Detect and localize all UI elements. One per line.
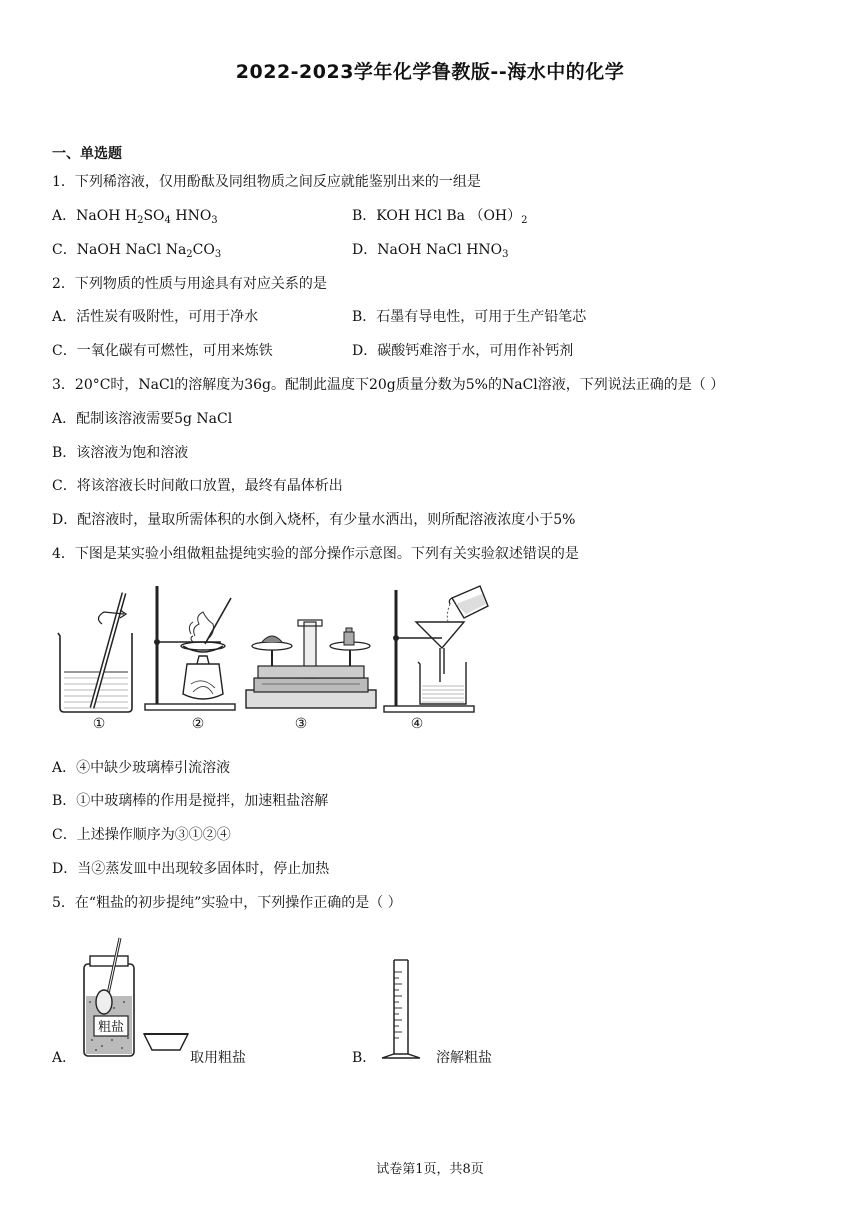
figure-dissolve-cylinder: [378, 958, 428, 1064]
question-4-option-a[interactable]: A．④中缺少玻璃棒引流溶液: [52, 760, 231, 776]
question-5-option-a-text: 取用粗盐: [190, 1050, 246, 1066]
question-3-option-b[interactable]: B．该溶液为饱和溶液: [52, 445, 189, 461]
question-2-option-a[interactable]: A．活性炭有吸附性，可用于净水: [52, 309, 259, 325]
question-4-option-d[interactable]: D．当②蒸发皿中出现较多固体时，停止加热: [52, 861, 330, 877]
question-4-stem: 4．下图是某实验小组做粗盐提纯实验的部分操作示意图。下列有关实验叙述错误的是: [52, 546, 579, 562]
question-4-option-b[interactable]: B．①中玻璃棒的作用是搅拌，加速粗盐溶解: [52, 793, 329, 809]
section-heading: 一、单选题: [52, 146, 122, 162]
figure-caption-4: ④: [410, 716, 424, 732]
jar-label: 粗盐: [97, 1020, 125, 1035]
question-3-option-a[interactable]: A．配制该溶液需要5g NaCl: [52, 411, 233, 427]
figure-balance: [244, 620, 379, 712]
figure-caption-1: ①: [92, 716, 106, 732]
question-5-option-a-label[interactable]: A．: [52, 1050, 77, 1066]
question-1-option-a[interactable]: A．NaOH $H_2SO_4$ $HNO_3$: [52, 208, 218, 226]
figure-dissolve-beaker: [52, 588, 142, 713]
question-5-option-b-text: 溶解粗盐: [436, 1050, 492, 1066]
question-3-option-d[interactable]: D．配溶液时，量取所需体积的水倒入烧杯，有少量水洒出，则所配溶液浓度小于5%: [52, 512, 576, 528]
question-3-stem: 3．20°C时，NaCl的溶解度为36g。配制此温度下20g质量分数为5%的NaCl溶液，下列说法正确的是（ ）: [52, 377, 725, 393]
question-1-stem: 1．下列稀溶液，仅用酚酞及同组物质之间反应就能鉴别出来的一组是: [52, 174, 481, 190]
question-2-option-b[interactable]: B．石墨有导电性，可用于生产铅笔芯: [352, 309, 587, 325]
figure-filtration: [382, 582, 492, 714]
page-title: 2022-2023学年化学鲁教版--海水中的化学: [235, 61, 625, 83]
question-2-stem: 2．下列物质的性质与用途具有对应关系的是: [52, 276, 327, 292]
question-4-option-c[interactable]: C．上述操作顺序为③①②④: [52, 827, 231, 843]
question-5-option-b-label[interactable]: B．: [352, 1050, 377, 1066]
question-2-option-c[interactable]: C．一氧化碳有可燃性，可用来炼铁: [52, 343, 273, 359]
question-1-option-b[interactable]: B．KOH HCl Ba $(OH)_2$: [352, 208, 528, 226]
question-1-option-c[interactable]: C．NaOH NaCl $Na_2CO_3$: [52, 242, 222, 260]
question-1-option-d[interactable]: D．NaOH NaCl $HNO_3$: [352, 242, 509, 260]
figure-evaporation: [143, 584, 243, 714]
figure-caption-2: ②: [191, 716, 205, 732]
question-2-option-d[interactable]: D．碳酸钙难溶于水，可用作补钙剂: [352, 343, 574, 359]
figure-take-salt: [80, 936, 190, 1060]
page-footer: 试卷第1页，共8页: [376, 1162, 484, 1177]
question-3-option-c[interactable]: C．将该溶液长时间敞口放置，最终有晶体析出: [52, 478, 343, 494]
question-5-stem: 5．在“粗盐的初步提纯”实验中，下列操作正确的是（ ）: [52, 895, 402, 911]
figure-caption-3: ③: [294, 716, 308, 732]
